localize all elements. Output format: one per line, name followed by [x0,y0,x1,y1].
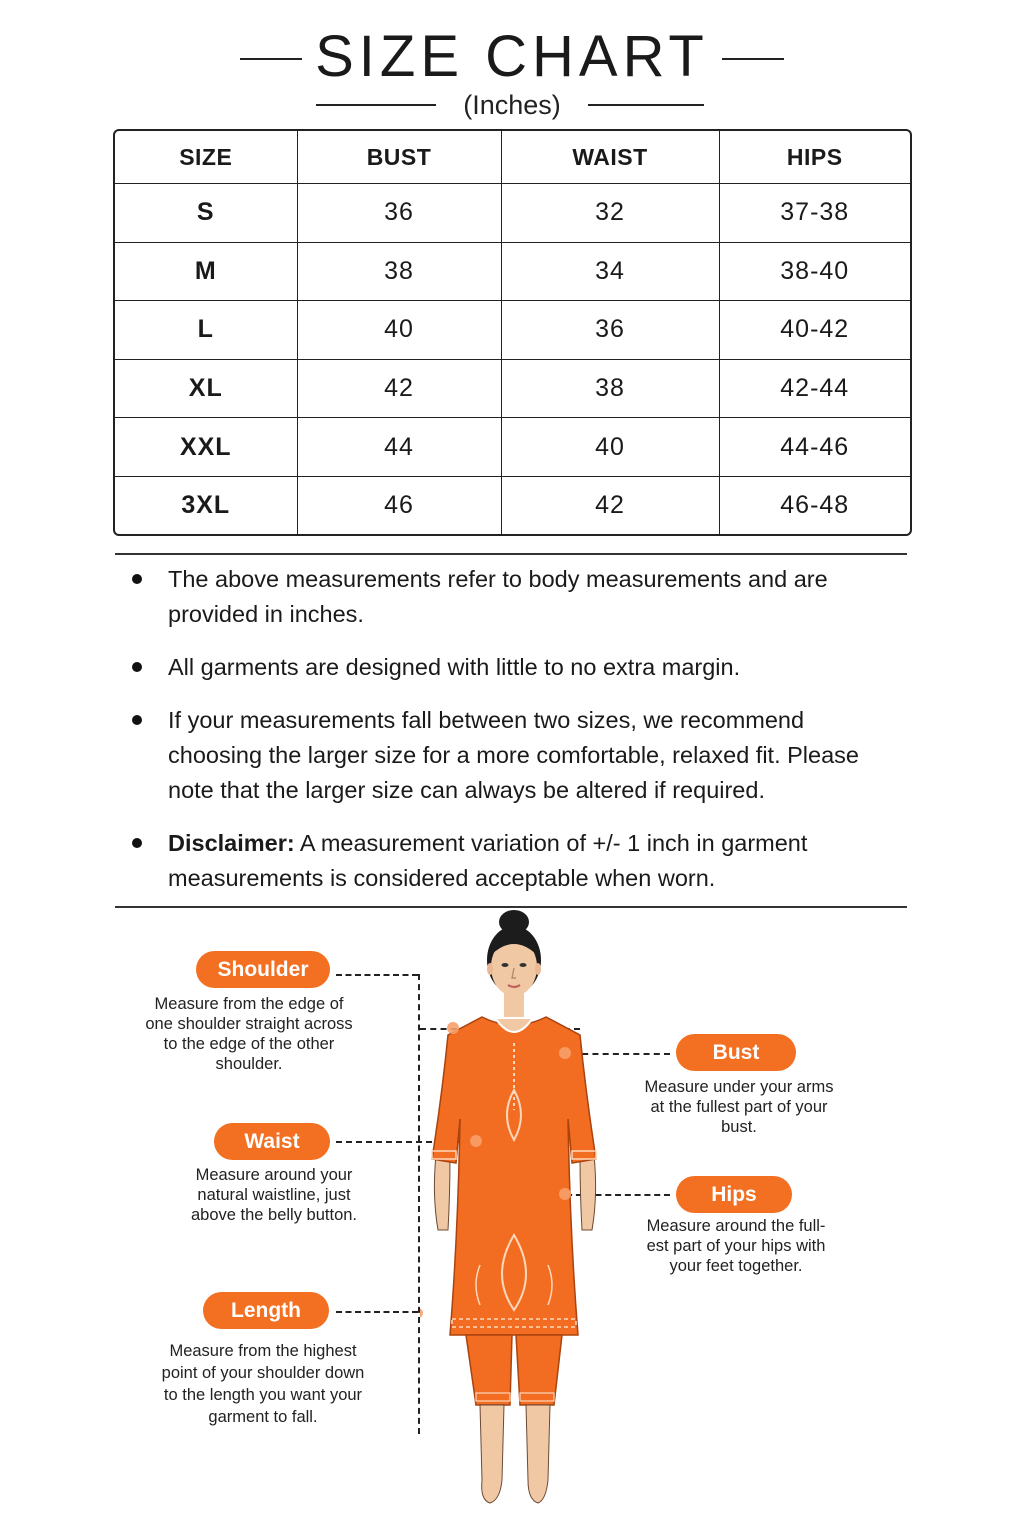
subtitle-rule-right [588,104,704,106]
table-row [115,418,910,477]
page-title: SIZE CHART [315,24,709,89]
column-header: BUST [297,131,501,184]
note-item [130,650,890,685]
waist-cell: 42 [501,476,719,534]
size-table [113,129,912,536]
waist-cell: 40 [501,418,719,477]
title-rule-right [722,58,784,60]
note-text: A measurement variation of +/- 1 inch in garment measurements is considered acceptable when worn. [168,830,808,891]
table-row [115,359,910,418]
size-cell: XL [115,359,297,418]
waist-cell: 36 [501,301,719,360]
hips-cell: 37-38 [719,184,910,243]
note-text: If your measurements fall between two sizes, we recommend choosing the larger size for a more comfortable, relaxed fit. Please note that the larger size can always be altered if required. [168,707,859,803]
table-row [115,476,910,534]
hips-description: Measure around the full-est part of your hips with your feet together. [646,1217,826,1275]
bust-cell: 38 [297,242,501,301]
shoulder-description: Measure from the edge of one shoulder straight across to the edge of the other shoulder. [145,995,353,1073]
hips-cell: 38-40 [719,242,910,301]
bust-cell: 42 [297,359,501,418]
size-cell: M [115,242,297,301]
size-cell: L [115,301,297,360]
note-item [130,703,890,808]
column-header: HIPS [719,131,910,184]
notes-list [130,562,890,914]
note-text: The above measurements refer to body measurements and are provided in inches. [168,566,828,627]
bullet-icon [132,574,142,584]
table-row [115,301,910,360]
length-description: Measure from the highest point of your shoulder down to the length you want your garment to fall. [161,1342,365,1426]
divider [115,553,907,555]
note-item [130,826,890,896]
bust-description: Measure under your arms at the fullest part of your bust. [644,1078,834,1136]
size-cell: XXL [115,418,297,477]
length-leader-line [336,1311,418,1313]
bullet-icon [132,662,142,672]
size-cell: 3XL [115,476,297,534]
hips-cell: 44-46 [719,418,910,477]
disclaimer-label: Disclaimer: [168,830,295,856]
hips-cell: 42-44 [719,359,910,418]
hips-cell: 46-48 [719,476,910,534]
note-text: All garments are designed with little to no extra margin. [168,654,741,680]
waist-description: Measure around your natural waistline, just above the belly button. [190,1166,358,1224]
waist-cell: 32 [501,184,719,243]
shoulder-label: Shoulder [196,951,330,988]
bullet-icon [132,838,142,848]
woman-figure-illustration [420,905,610,1515]
waist-cell: 38 [501,359,719,418]
bust-label: Bust [676,1034,796,1071]
bust-cell: 40 [297,301,501,360]
size-cell: S [115,184,297,243]
table-header-row [115,131,910,184]
bullet-icon [132,715,142,725]
title-rule-left [240,58,302,60]
hips-label: Hips [676,1176,792,1213]
column-header: SIZE [115,131,297,184]
table-row [115,184,910,243]
column-header: WAIST [501,131,719,184]
bust-cell: 46 [297,476,501,534]
subtitle-rule-left [316,104,436,106]
bust-cell: 36 [297,184,501,243]
note-item [130,562,890,632]
page-subtitle: (Inches) [463,90,561,120]
shoulder-leader-line [336,974,418,976]
waist-label: Waist [214,1123,330,1160]
table-row [115,242,910,301]
length-label: Length [203,1292,329,1329]
bust-cell: 44 [297,418,501,477]
hips-cell: 40-42 [719,301,910,360]
waist-cell: 34 [501,242,719,301]
